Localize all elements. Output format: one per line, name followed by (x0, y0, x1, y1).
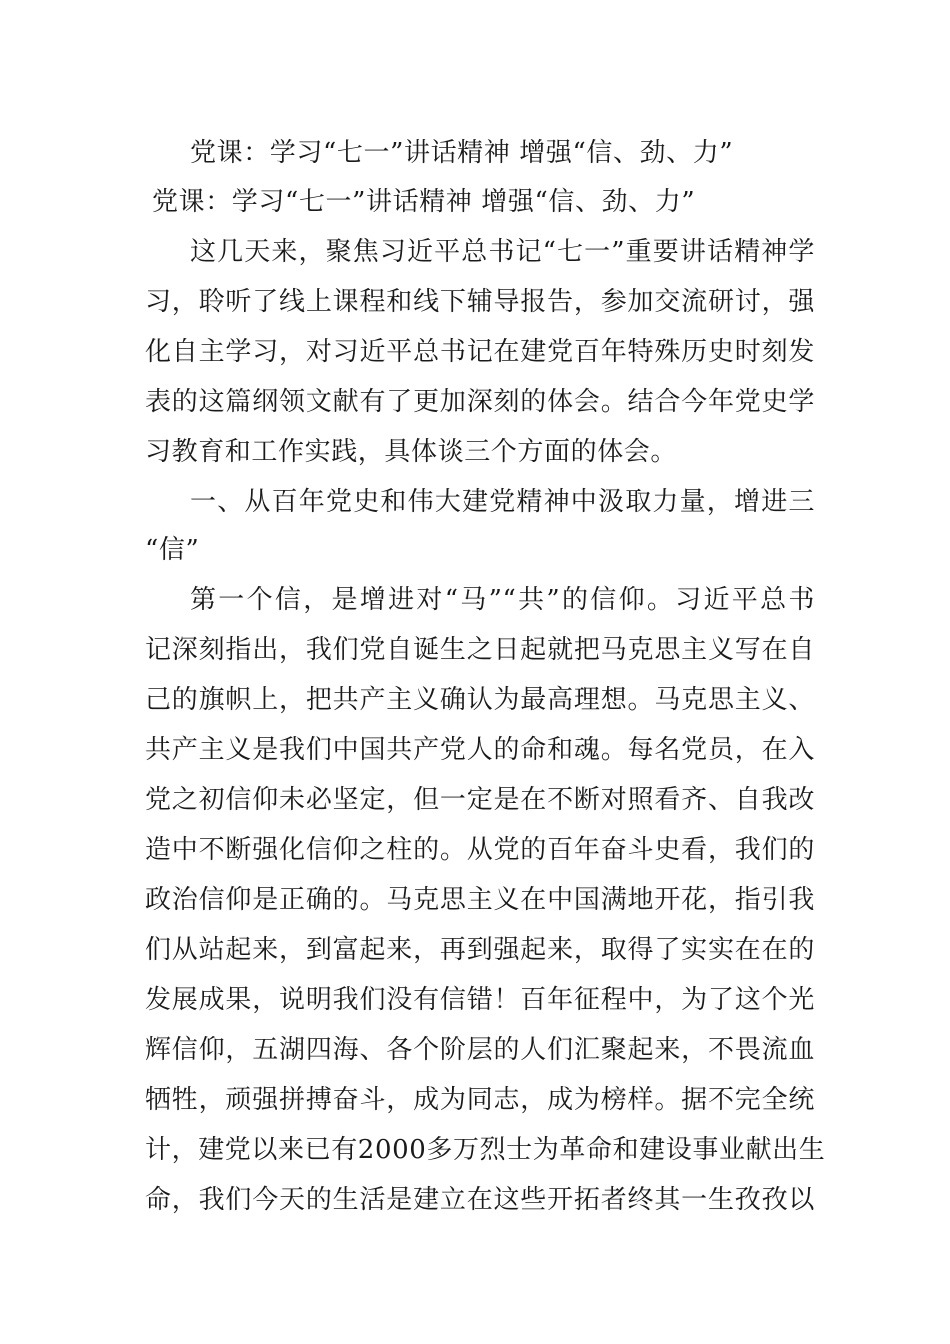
document-title-repeat: 党课：学习“七一”讲话精神 增强“信、劲、力” (152, 187, 696, 217)
paragraph-line: 牺牲，顽强拼搏奋斗，成为同志，成为榜样。据不完全统 (145, 1085, 815, 1115)
paragraph-line: 党之初信仰未必坚定，但一定是在不断对照看齐、自我改 (145, 785, 815, 815)
paragraph-line: 习，聆听了线上课程和线下辅导报告，参加交流研讨，强 (145, 287, 815, 317)
paragraph-line: 发展成果，说明我们没有信错！百年征程中，为了这个光 (145, 985, 815, 1015)
paragraph-line: 表的这篇纲领文献有了更加深刻的体会。结合今年党史学 (145, 387, 815, 417)
section-heading-line: 一、从百年党史和伟大建党精神中汲取力量，增进三 (190, 487, 815, 517)
paragraph-line: 己的旗帜上，把共产主义确认为最高理想。马克思主义、 (145, 685, 815, 715)
paragraph-line: 计，建党以来已有2000多万烈士为革命和建设事业献出生 (145, 1135, 826, 1165)
paragraph-line: 这几天来，聚焦习近平总书记“七一”重要讲话精神学 (190, 237, 815, 267)
paragraph-line: 们从站起来，到富起来，再到强起来，取得了实实在在的 (145, 935, 815, 965)
paragraph-line: 习教育和工作实践，具体谈三个方面的体会。 (145, 437, 678, 467)
paragraph-line: 命，我们今天的生活是建立在这些开拓者终其一生孜孜以 (145, 1185, 815, 1215)
paragraph-line: 化自主学习，对习近平总书记在建党百年特殊历史时刻发 (145, 337, 815, 367)
paragraph-line: 造中不断强化信仰之柱的。从党的百年奋斗史看，我们的 (145, 835, 815, 865)
paragraph-line: 政治信仰是正确的。马克思主义在中国满地开花，指引我 (145, 885, 815, 915)
paragraph-line: 共产主义是我们中国共产党人的命和魂。每名党员，在入 (145, 735, 815, 765)
document-title: 党课：学习“七一”讲话精神 增强“信、劲、力” (190, 138, 734, 168)
section-heading-line: “信” (145, 535, 200, 565)
paragraph-line: 辉信仰，五湖四海、各个阶层的人们汇聚起来，不畏流血 (145, 1035, 815, 1065)
paragraph-line: 记深刻指出，我们党自诞生之日起就把马克思主义写在自 (145, 635, 815, 665)
paragraph-line: 第一个信，是增进对“马”“共”的信仰。习近平总书 (190, 585, 815, 615)
